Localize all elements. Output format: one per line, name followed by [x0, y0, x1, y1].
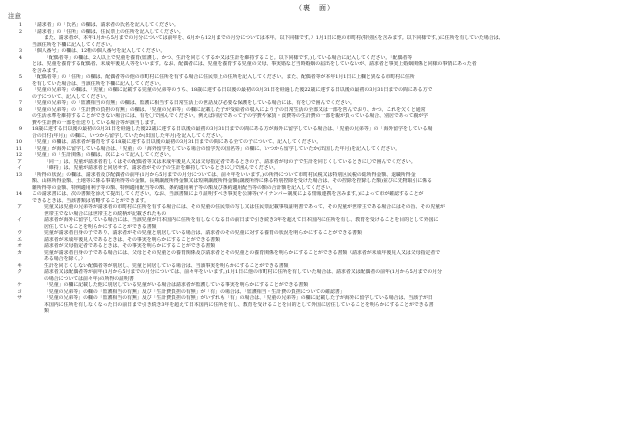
note-text: 児童又は児童の兄弟等が請求者の市町村に住所を有する場合には、その児童の住民票の写し又は住民票記載事項証明書であって、その児童が世帯主である場合にはその旨、その児童が [44, 204, 445, 210]
note-number: ケ [17, 282, 22, 288]
note-text: 「児童の兄弟等」の欄の「監護相当の有無」及び「生計費負担の有無」が「有」の場合は、「監護相当・生計費の負担についての確認書」 [44, 288, 345, 295]
note-text: 「児童の兄弟等」の欄は、「児童」の欄に記載する児童の兄弟等のうち、18歳に達する日以後の最初の3月31日を経過した後22歳に達する日以後の最初の3月31日までの間にある方で [32, 87, 433, 93]
note-number: コ [17, 288, 22, 295]
note-text: 「児童」の「生計関係」の欄は、次によって記入してください。 [32, 152, 174, 158]
note-number: 7 [18, 100, 22, 106]
note-number: オ [17, 243, 22, 249]
note-number: イ [17, 217, 22, 223]
note-number: キ [17, 262, 22, 269]
note-text: の生活水準を維持することができない場合には、有を〇で囲んでください。例えば同居であって子の学費や家賃・食費等の生計費の一部を親が負っている場合、別居であって親が学 [32, 113, 429, 119]
note-text: 「児童」の欄は、請求者が養育をする18歳に達する日以後の最初の3月31日までの間にある全ての子について、記入してください。 [32, 139, 322, 145]
note-text: 「請求者」の「氏名」の欄は、請求者の氏名を記入してください。 [32, 22, 179, 28]
note-text: を含みます。 [32, 67, 61, 74]
note-text: 費や生計費の一部を仕送りしている場合等が該当します。 [32, 119, 159, 126]
note-text: また、請求者が、本年1月から5月までの月分については前年を、6月から12月までの月分については本年。以下同様です。）1月1日に他の市町村(特別区を含みます。以下同様です。)に住所を有していた場合は、 [44, 35, 504, 41]
note-text: 「個人番号」の欄は、12桁の個人番号を記入してください。 [32, 48, 166, 54]
note-text: 児童が請求者自身の子であり、請求者がその児童と別居している場合は、請求者のその児童に対する養育の状況を明らかにすることができる書類 [44, 230, 362, 236]
note-text: この請求書には、次の書類を添えて提出してください。なお、当該書類により証明すべき事実を公簿等(マイナンバー制度による情報連携を含みます。)によって市が確認することが [32, 191, 424, 197]
note-number: 3 [18, 48, 22, 54]
note-number: 9 [18, 126, 22, 132]
note-text: 「児童」の欄に記載した他に別居している児童がいる場合は請求者が監護している事実を明らかにすることができる書類 [44, 282, 309, 288]
note-text: 「配偶者等」の欄は、2人以上で児童を養育(監護し、かつ、生計を同じくするか又は生計を維持すること。以下同様です。)している場合に記入してください。「配偶者等 [44, 54, 413, 61]
note-number: ア [17, 204, 22, 210]
note-text: 「児童」が海外に留学している場合は、「児童」の「海外留学をしている場合の留学先の国名等」の欄に、いつから留学していたか(出国した年月)を記入してください。 [32, 145, 401, 152]
note-number: エ [17, 236, 22, 243]
note-text: ある場合を除く。） [44, 256, 86, 262]
note-text: 合の日付(年月)」の欄に、いつから留学していたか(出国した年月)を記入してください。 [32, 132, 226, 139]
note-text: を有していた場合は、当該住所を下欄に記入してください。 [32, 80, 165, 87]
note-text: できるときは、当該書類は省略することができます。 [32, 197, 149, 204]
note-number: 10 [15, 139, 22, 145]
note-text: 「請求者」の「住所」の欄は、住民票上の住所を記入してください。 [32, 28, 184, 35]
note-number: 11 [15, 145, 22, 152]
note-text: 「所得の状況」の欄は、請求者及び配偶者の前年(1月から5月までの月分については、前々年をいいます。)の所得について市町村民税又は特別区民税の総所得金額、退職所得金 [32, 171, 416, 178]
note-number: サ [17, 295, 22, 301]
notice-heading: 注意 [8, 12, 21, 20]
note-text: 当該住所を下欄に記入してください。 [32, 41, 116, 48]
note-number: 5 [18, 74, 22, 80]
note-text: 額、山林所得金額、土地等に係る事業所得等の金額、長期譲渡所得金額又は短期譲渡所得金額(譲渡所得に係る特別控除を受けた場合は、その控除を控除した額)並びに先物取引に係る [32, 178, 432, 184]
note-text: 請求者が海外に留学している場合には、当該児童が日本国内に住所を有しなくなる日の前日まで引き続き3年を超えて日本国内に住所を有し、教育を受けることを目的として外国に [44, 217, 439, 223]
note-text: の場合については前々年)の所得の証明書 [44, 275, 134, 282]
note-text: 類 [44, 308, 49, 314]
note-text: 本国内に住所を有しなくなった日の前日まで引き続き3年を超えて日本国内に住所を有し、教育を受けることを目的として外国に居住していることを明らかにすることができる書 [44, 301, 434, 308]
note-text: 請求者が未成年後見人であるときは、その事実を明らかにすることができる書類 [44, 236, 221, 243]
note-text: 生計を同じくしない配偶者等が別居し、児童と同居している場合は、当該事実を明らかにすることができる書類 [44, 262, 289, 269]
note-text: 「児童の兄弟等」の「生計費の負担の有無」の欄は、「児童の兄弟等」の欄に記載した子が受給者の収入により子の日常生活の全部又は一部を営んでおり、かつ、これを欠くと通常 [32, 106, 426, 113]
note-number: カ [17, 249, 22, 256]
note-number: ア [17, 158, 22, 165]
note-number: 12 [15, 152, 22, 158]
note-text: 「配偶者等」の「住所」の欄は、配偶者等の他の市町村に住所を有する場合に住民票上の住所を記入してください。また、配偶者等が本年1月1日に上欄と異なる市町村に住所 [32, 74, 415, 80]
note-number: 1 [18, 22, 22, 28]
note-text: 「維持」は、児童が請求者と同居せず、請求者がその子の生計を維持しているときに〇で囲んでください。 [44, 165, 279, 171]
note-text: 「児童の兄弟等」の欄の「監護相当の有無」及び「生計費負担の有無」がいずれも「有」の場合は、「児童の兄弟等」の欄に記載した子が海外に留学している場合は、当該子が日 [44, 295, 433, 301]
note-text: 請求者又は配偶者等が前年(1月から5月までの月分については、前々年をいいます。)1月1日に他の市町村に住所を有していた場合は、請求者又は配偶者の前年(1月から5月までの月分 [44, 269, 443, 275]
note-text: の子について、記入してください。 [32, 93, 111, 100]
note-number: 14 [15, 191, 22, 197]
note-text: 請求者が父母指定者であるときは、その事実を明らかにすることができる書類 [44, 243, 216, 249]
note-number: 13 [15, 171, 22, 178]
note-text: 児童が請求者自身の子である場合には、父母とその児童との養育関係及び請求者とその児童との養育関係を明らかにすることができる書類（請求者が未成年後見人又は父母指定者で [44, 249, 441, 256]
note-text: 18歳に達する日以後の最初の3月31日を経過した後22歳に達する日以後の最初の3月31日までの間にある方が海外に留学している場合は、「児童の兄弟等」の「海外留学をしている場 [32, 126, 433, 132]
note-line [8, 308, 624, 315]
note-number: ク [17, 269, 22, 275]
note-text: 「同一」は、児童が請求者若しくはその配偶者等又は未成年後見人又は父母指定者であるときの子、請求者が母の子で生計を同じくしているときに〇で囲んでください。 [44, 158, 416, 165]
note-number: 4 [18, 54, 22, 61]
note-text: 雑所得等の金額、特例適用利子等の額、特例適用配当等の額、条約適用利子等の額及び条約適用配当等の額の合計額を記入してください。 [32, 184, 336, 191]
notes-list [8, 22, 624, 315]
note-number: 8 [18, 106, 22, 113]
note-text: 世帯主でない場合には世帯主との続柄が記載されたもの [44, 210, 167, 217]
note-number: 6 [18, 87, 22, 93]
note-number: ウ [17, 230, 22, 236]
note-number: イ [17, 165, 22, 171]
note-text: 居住していることを明らかにすることができる書類 [44, 223, 157, 230]
page-title: （裏 面） [295, 4, 335, 12]
note-text: とは、児童を養育する配偶者、未成年後見人等をいいます。なお、配偶者には、児童を養育する児童の父母、事実婚など当時婚姻の届出をしていないが、請求者と事実上婚姻関係と同様の事情にあった者 [32, 61, 477, 67]
note-number: 2 [18, 28, 22, 35]
note-text: 「児童の兄弟等」の「監護相当の有無」の欄は、監護に相当する日常生活上の世話及び必要な保護をしている場合には、有を〇で囲んでください。 [32, 100, 355, 106]
